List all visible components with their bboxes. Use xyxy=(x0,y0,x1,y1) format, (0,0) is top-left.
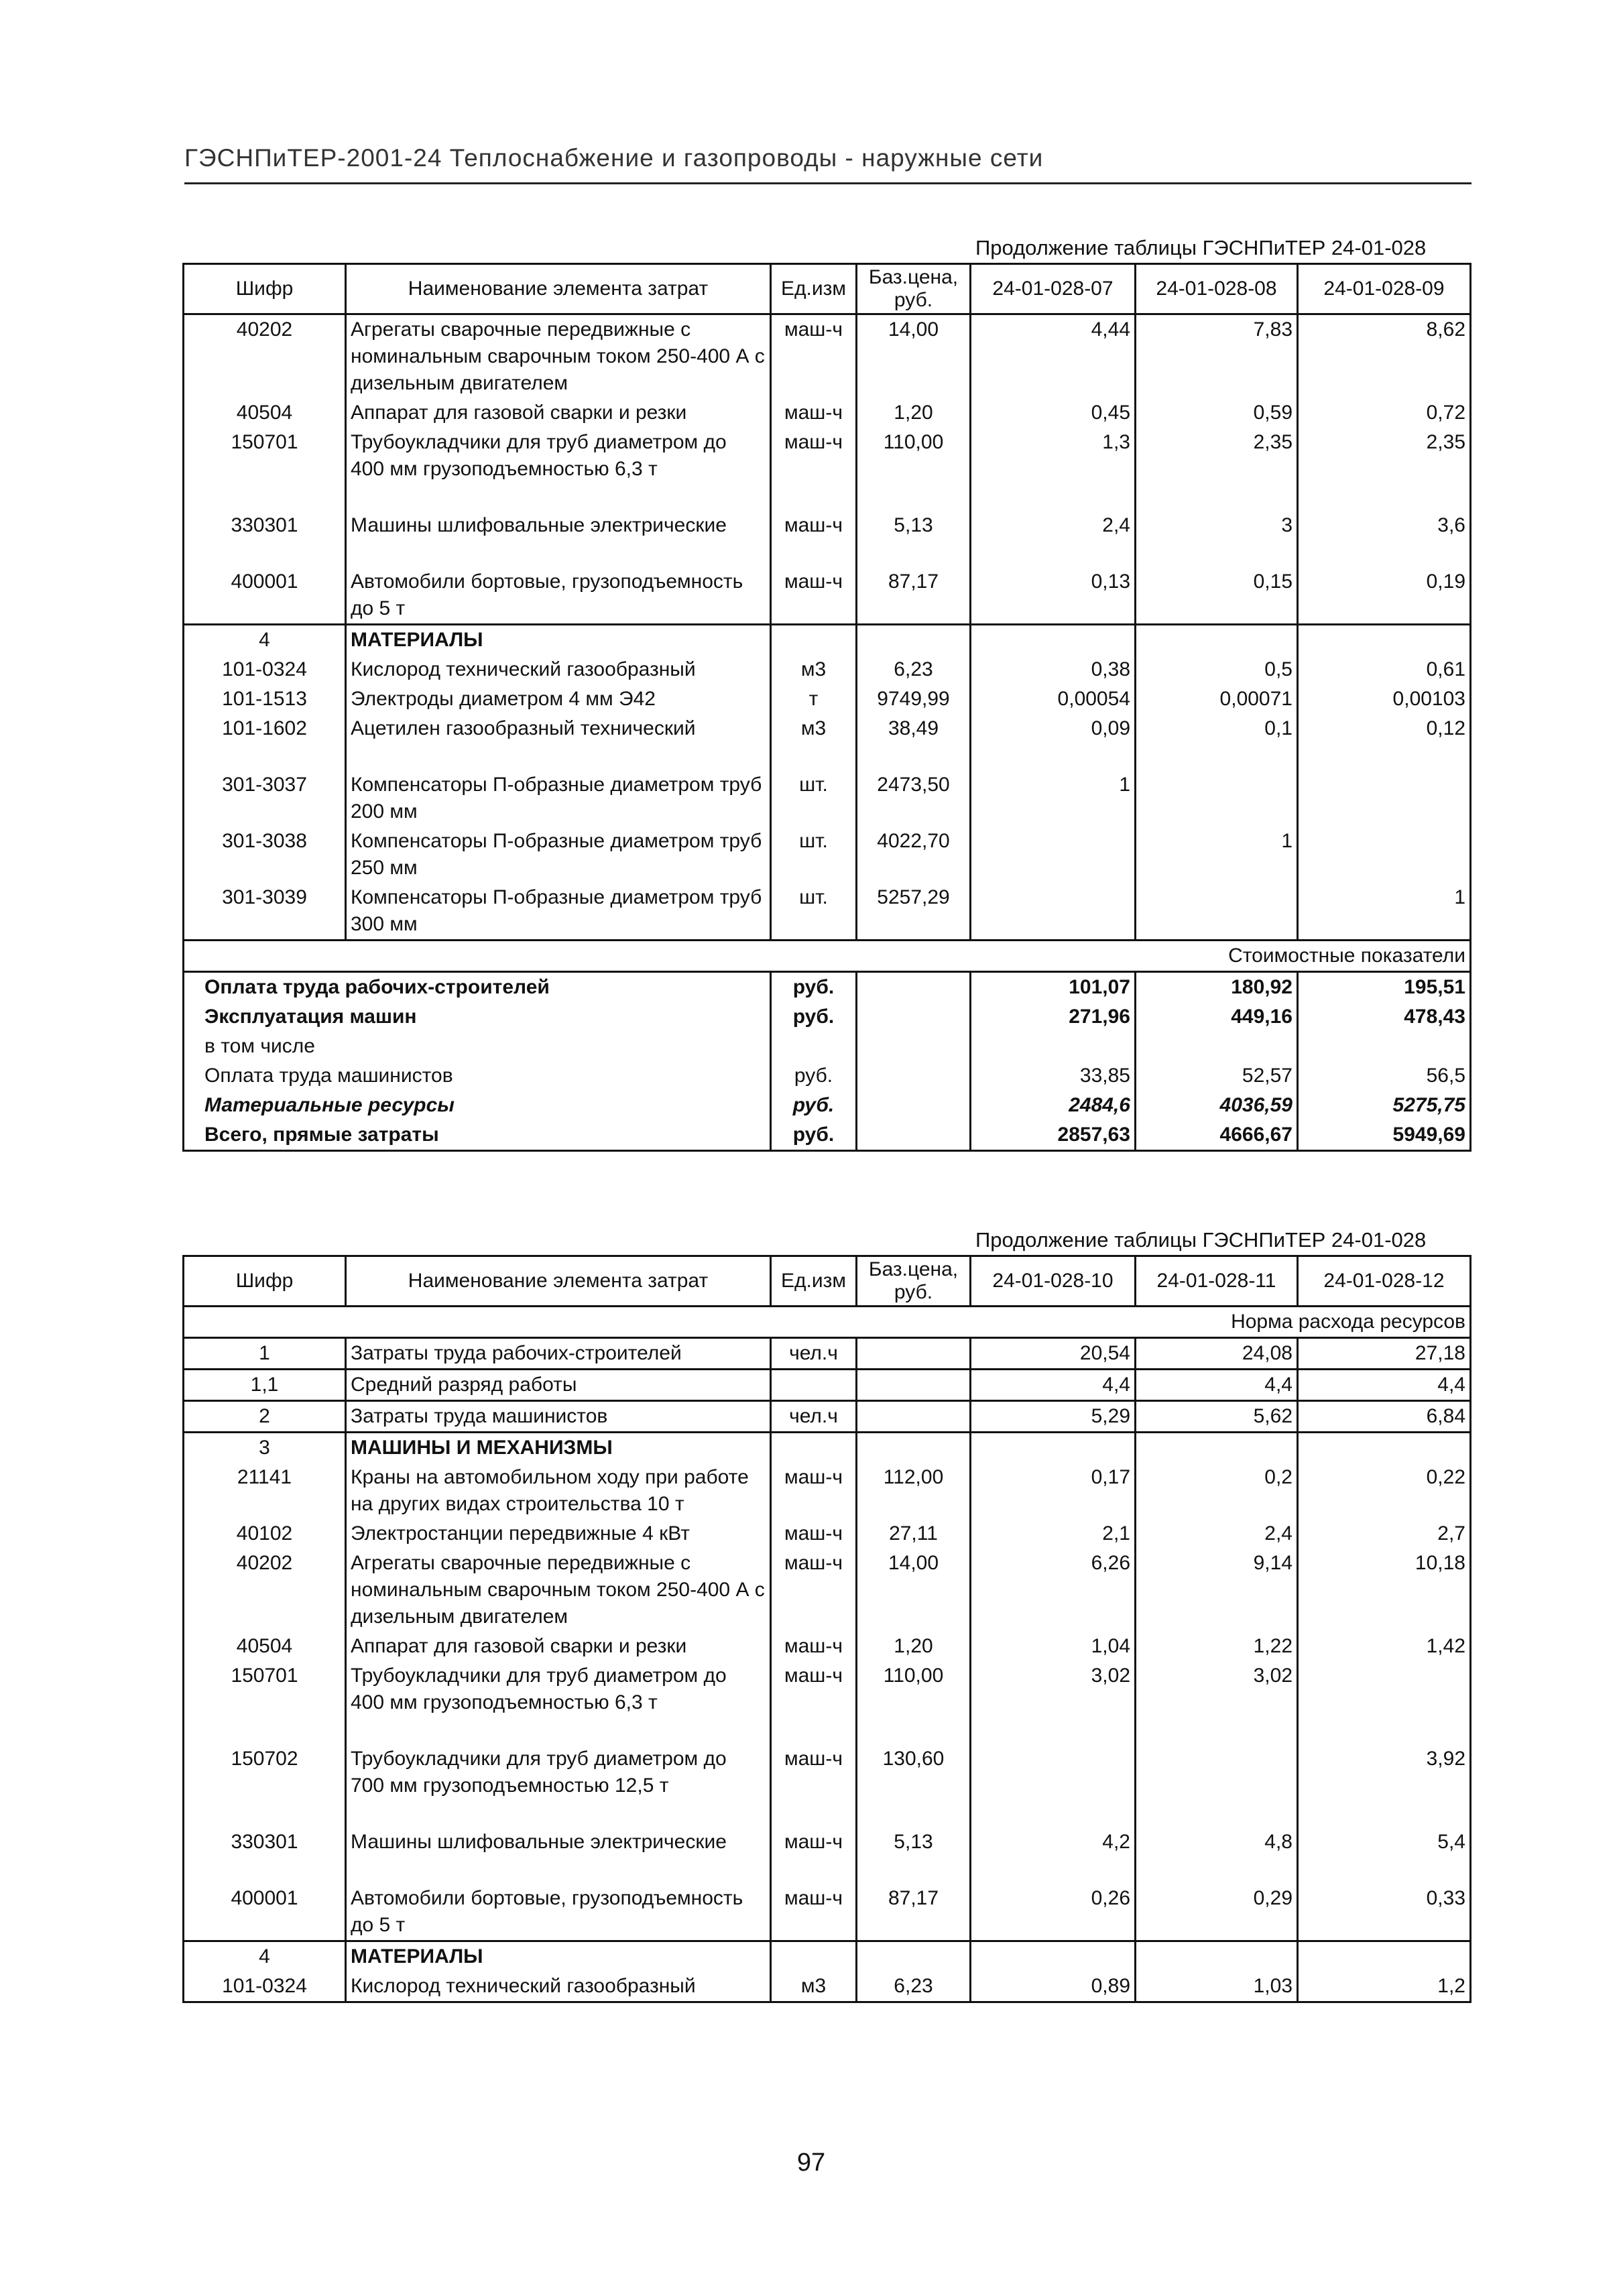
cell-value-b: 0,15 xyxy=(1136,567,1298,625)
cell-name: Аппарат для газовой сварки и резки xyxy=(346,1632,771,1661)
cell-code: 150702 xyxy=(231,1748,298,1770)
header-row xyxy=(184,1256,1471,1307)
cell-value-b xyxy=(1136,1433,1298,1463)
cell-price: 1,20 xyxy=(857,1632,971,1661)
header-col-b: 24-01-028-11 xyxy=(1136,1256,1298,1307)
cell-unit: шт. xyxy=(771,883,857,941)
cost-label: Всего, прямые затраты xyxy=(184,1120,771,1151)
cell-name: Трубоукладчики для труб диаметром до 400 мм грузоподъемностью 6,3 т xyxy=(346,428,771,511)
cell-value-b xyxy=(1136,1744,1298,1827)
cell-price xyxy=(857,1338,971,1370)
cell-price: 5257,29 xyxy=(857,883,971,941)
cell-unit: маш-ч xyxy=(771,314,857,399)
cell-value-b: 0,2 xyxy=(1136,1463,1298,1519)
cell-unit xyxy=(771,1941,857,1972)
cell-value-b: 1,22 xyxy=(1136,1632,1298,1661)
cell-name: Затраты труда рабочих-строителей xyxy=(346,1338,771,1370)
cell-value-c: 0,61 xyxy=(1426,658,1465,680)
cell-value-a: 1 xyxy=(971,770,1136,827)
header-price: Баз.цена, руб. xyxy=(857,264,971,314)
cell-unit: маш-ч xyxy=(771,1632,857,1661)
cell-value-b: 4,4 xyxy=(1136,1370,1298,1401)
cell-value-a: 0,13 xyxy=(971,567,1136,625)
cell-name: Ацетилен газообразный технический xyxy=(346,714,771,770)
cell-name: Затраты труда машинистов xyxy=(346,1401,771,1433)
cell-value-a: 3,02 xyxy=(971,1661,1136,1744)
cell-value-a xyxy=(971,1744,1136,1827)
cost-value-a: 271,96 xyxy=(971,1002,1136,1032)
cell-unit: шт. xyxy=(771,770,857,827)
cost-price xyxy=(857,1091,971,1120)
table-row xyxy=(184,1884,1471,1941)
cell-unit: маш-ч xyxy=(771,1519,857,1549)
cell-code: 40202 xyxy=(236,1552,293,1574)
header-code: Шифр xyxy=(184,264,346,314)
table-row xyxy=(184,1433,1471,1463)
header-code: Шифр xyxy=(184,1256,346,1307)
cell-value-c xyxy=(1298,1433,1471,1463)
cell-price: 130,60 xyxy=(857,1744,971,1827)
header-name: Наименование элемента затрат xyxy=(346,264,771,314)
table-row xyxy=(184,1827,1471,1884)
cell-price xyxy=(857,1370,971,1401)
table-row xyxy=(184,1941,1471,1972)
cell-price: 4022,70 xyxy=(857,827,971,883)
cost-unit: руб. xyxy=(771,1120,857,1151)
cell-unit: шт. xyxy=(771,827,857,883)
norm-title-row xyxy=(184,1307,1471,1338)
header-unit: Ед.изм xyxy=(771,1256,857,1307)
cell-value-a: 0,89 xyxy=(971,1972,1136,2002)
table-row xyxy=(184,684,1471,714)
cell-value-a: 0,26 xyxy=(971,1884,1136,1941)
cell-name: Компенсаторы П-образные диаметром труб 250 мм xyxy=(346,827,771,883)
cell-unit xyxy=(771,625,857,656)
cost-label: в том числе xyxy=(184,1032,771,1061)
cost-value-a: 2484,6 xyxy=(971,1091,1136,1120)
cell-unit: маш-ч xyxy=(771,511,857,567)
cell-value-b xyxy=(1136,883,1298,941)
table-row xyxy=(184,1632,1471,1661)
cell-name: Трубоукладчики для труб диаметром до 400 мм грузоподъемностью 6,3 т xyxy=(346,1661,771,1744)
cell-price: 112,00 xyxy=(857,1463,971,1519)
cell-price xyxy=(857,1401,971,1433)
cost-value-c xyxy=(1298,1032,1471,1061)
cell-name: МАШИНЫ И МЕХАНИЗМЫ xyxy=(346,1433,771,1463)
cell-value-a: 20,54 xyxy=(971,1338,1136,1370)
cell-name: Трубоукладчики для труб диаметром до 700 мм грузоподъемностью 12,5 т xyxy=(346,1744,771,1827)
cell-value-a xyxy=(971,827,1136,883)
table-row xyxy=(184,511,1471,567)
cell-unit: маш-ч xyxy=(771,1827,857,1884)
cost-value-b: 449,16 xyxy=(1136,1002,1298,1032)
table-row xyxy=(184,1519,1471,1549)
cell-value-a: 6,26 xyxy=(971,1549,1136,1632)
cost-row xyxy=(184,1091,1471,1120)
page-header: ГЭСНПиТЕР-2001-24 Теплоснабжение и газопроводы - наружные сети xyxy=(184,144,1044,172)
table-row xyxy=(184,1338,1471,1370)
cost-row xyxy=(184,972,1471,1003)
cell-name: Средний разряд работы xyxy=(346,1370,771,1401)
header-col-a: 24-01-028-10 xyxy=(971,1256,1136,1307)
header-unit: Ед.изм xyxy=(771,264,857,314)
cell-code: 400001 xyxy=(231,570,298,593)
cost-value-a: 33,85 xyxy=(971,1061,1136,1091)
cell-value-b: 5,62 xyxy=(1136,1401,1298,1433)
cell-name: Краны на автомобильном ходу при работе на других видах строительства 10 т xyxy=(346,1463,771,1519)
cell-code: 400001 xyxy=(231,1887,298,1909)
header-name: Наименование элемента затрат xyxy=(346,1256,771,1307)
table-row xyxy=(184,770,1471,827)
cell-value-c xyxy=(1298,1941,1471,1972)
cost-label: Эксплуатация машин xyxy=(184,1002,771,1032)
cell-value-b: 9,14 xyxy=(1136,1549,1298,1632)
cell-code: 4 xyxy=(184,1941,346,1972)
table-row xyxy=(184,625,1471,656)
cell-price: 5,13 xyxy=(857,511,971,567)
cell-value-b: 0,00071 xyxy=(1136,684,1298,714)
cost-unit: руб. xyxy=(771,972,857,1003)
cell-name: Машины шлифовальные электрические xyxy=(346,1827,771,1884)
cell-value-c: 1,42 xyxy=(1426,1635,1465,1657)
table-row xyxy=(184,398,1471,428)
cell-value-b: 1 xyxy=(1136,827,1298,883)
cell-code: 101-0324 xyxy=(222,1975,307,1997)
cell-value-b: 0,59 xyxy=(1136,398,1298,428)
cell-name: Электростанции передвижные 4 кВт xyxy=(346,1519,771,1549)
header-col-c: 24-01-028-09 xyxy=(1298,264,1471,314)
cell-value-a: 0,38 xyxy=(971,655,1136,684)
cell-value-b: 24,08 xyxy=(1136,1338,1298,1370)
cell-value-b: 3,02 xyxy=(1136,1661,1298,1744)
cell-unit xyxy=(771,1370,857,1401)
cell-unit: маш-ч xyxy=(771,1463,857,1519)
cost-price xyxy=(857,972,971,1003)
cell-code: 40504 xyxy=(236,1635,293,1657)
cell-price: 87,17 xyxy=(857,1884,971,1941)
cell-value-a: 4,2 xyxy=(971,1827,1136,1884)
cell-price: 87,17 xyxy=(857,567,971,625)
cell-value-b: 0,29 xyxy=(1136,1884,1298,1941)
table1-caption: Продолжение таблицы ГЭСНПиТЕР 24-01-028 xyxy=(975,236,1427,259)
cell-value-a: 2,1 xyxy=(971,1519,1136,1549)
cost-row xyxy=(184,1120,1471,1151)
cell-code: 40504 xyxy=(236,402,293,424)
cell-unit: м3 xyxy=(771,714,857,770)
table-row xyxy=(184,1549,1471,1632)
cost-value-b: 180,92 xyxy=(1136,972,1298,1003)
cost-unit xyxy=(771,1032,857,1061)
cost-row xyxy=(184,1061,1471,1091)
cell-value-b: 3 xyxy=(1136,511,1298,567)
cell-value-c: 3,92 xyxy=(1426,1748,1465,1770)
table-row xyxy=(184,827,1471,883)
cost-price xyxy=(857,1032,971,1061)
cell-name: Компенсаторы П-образные диаметром труб 300 мм xyxy=(346,883,771,941)
cell-name: Агрегаты сварочные передвижные с номинальным сварочным током 250-400 А с дизельным двигателем xyxy=(346,314,771,399)
cost-title-row xyxy=(184,941,1471,972)
cell-value-c: 0,12 xyxy=(1426,717,1465,739)
table-row xyxy=(184,883,1471,941)
table2 xyxy=(182,1255,1471,2003)
cell-unit: т xyxy=(771,684,857,714)
header-col-b: 24-01-028-08 xyxy=(1136,264,1298,314)
cell-name: Агрегаты сварочные передвижные с номинальным сварочным током 250-400 А с дизельным двигателем xyxy=(346,1549,771,1632)
cell-code: 4 xyxy=(184,625,346,656)
cost-value-b xyxy=(1136,1032,1298,1061)
cost-row xyxy=(184,1002,1471,1032)
cell-name: Кислород технический газообразный xyxy=(346,1972,771,2002)
cell-value-c xyxy=(1298,1661,1471,1744)
cell-value-c: 1,2 xyxy=(1437,1975,1465,1997)
table-row xyxy=(184,1370,1471,1401)
cost-label: Материальные ресурсы xyxy=(184,1091,771,1120)
cell-code: 301-3037 xyxy=(222,774,307,796)
cell-name: Автомобили бортовые, грузоподъемность до 5 т xyxy=(346,567,771,625)
cell-code: 301-3039 xyxy=(222,886,307,908)
cell-name: МАТЕРИАЛЫ xyxy=(346,1941,771,1972)
cell-value-a: 1,04 xyxy=(971,1632,1136,1661)
cell-unit: м3 xyxy=(771,1972,857,2002)
cell-value-c: 0,72 xyxy=(1426,402,1465,424)
cell-name: Автомобили бортовые, грузоподъемность до 5 т xyxy=(346,1884,771,1941)
cell-value-c xyxy=(1298,770,1471,827)
cell-code: 330301 xyxy=(231,514,298,536)
cost-value-c: 478,43 xyxy=(1404,1006,1465,1028)
cell-unit xyxy=(771,1433,857,1463)
cost-label: Оплата труда машинистов xyxy=(184,1061,771,1091)
cell-price: 14,00 xyxy=(857,314,971,399)
cell-price: 5,13 xyxy=(857,1827,971,1884)
cell-unit: чел.ч xyxy=(771,1338,857,1370)
table-row xyxy=(184,1401,1471,1433)
cell-value-a: 4,44 xyxy=(971,314,1136,399)
cell-name: Компенсаторы П-образные диаметром труб 200 мм xyxy=(346,770,771,827)
cost-price xyxy=(857,1061,971,1091)
cell-value-b: 4,8 xyxy=(1136,1827,1298,1884)
table-row xyxy=(184,1661,1471,1744)
cell-value-c: 0,22 xyxy=(1426,1466,1465,1488)
table-row xyxy=(184,428,1471,511)
cell-price xyxy=(857,1433,971,1463)
cost-row xyxy=(184,1032,1471,1061)
cell-value-b: 1,03 xyxy=(1136,1972,1298,2002)
cell-value-b: 0,5 xyxy=(1136,655,1298,684)
cell-value-c: 0,00103 xyxy=(1392,688,1465,710)
cost-price xyxy=(857,1002,971,1032)
cell-value-a: 2,4 xyxy=(971,511,1136,567)
header-col-a: 24-01-028-07 xyxy=(971,264,1136,314)
cost-title: Стоимостные показатели xyxy=(184,941,1471,972)
cell-unit: маш-ч xyxy=(771,428,857,511)
cell-name: Аппарат для газовой сварки и резки xyxy=(346,398,771,428)
table-row xyxy=(184,1972,1471,2002)
cell-code: 1,1 xyxy=(184,1370,346,1401)
cell-value-c: 4,4 xyxy=(1298,1370,1471,1401)
cell-value-a xyxy=(971,625,1136,656)
cell-name: Машины шлифовальные электрические xyxy=(346,511,771,567)
cell-code: 101-1513 xyxy=(222,688,307,710)
cell-value-a: 1,3 xyxy=(971,428,1136,511)
cell-value-c: 27,18 xyxy=(1415,1342,1465,1364)
cell-price: 27,11 xyxy=(857,1519,971,1549)
cell-code: 101-0324 xyxy=(222,658,307,680)
cell-value-c: 0,19 xyxy=(1426,570,1465,593)
header-col-c: 24-01-028-12 xyxy=(1298,1256,1471,1307)
table-row xyxy=(184,655,1471,684)
cell-value-c: 2,7 xyxy=(1437,1522,1465,1545)
cost-value-b: 4036,59 xyxy=(1136,1091,1298,1120)
cell-value-c: 2,35 xyxy=(1426,431,1465,453)
cell-price: 1,20 xyxy=(857,398,971,428)
cell-unit: маш-ч xyxy=(771,1549,857,1632)
cell-name: Электроды диаметром 4 мм Э42 xyxy=(346,684,771,714)
header-price: Баз.цена, руб. xyxy=(857,1256,971,1307)
cell-unit: чел.ч xyxy=(771,1401,857,1433)
cost-unit: руб. xyxy=(771,1061,857,1091)
cost-value-a xyxy=(971,1032,1136,1061)
cost-unit: руб. xyxy=(771,1091,857,1120)
table1 xyxy=(182,263,1471,1152)
cost-value-b: 52,57 xyxy=(1136,1061,1298,1091)
cell-value-a xyxy=(971,1433,1136,1463)
cell-value-c: 0,33 xyxy=(1426,1887,1465,1909)
cell-code: 330301 xyxy=(231,1831,298,1853)
page-number: 97 xyxy=(796,2149,826,2177)
cell-value-c: 6,84 xyxy=(1298,1401,1471,1433)
cell-value-a xyxy=(971,1941,1136,1972)
cost-value-c: 195,51 xyxy=(1404,976,1465,998)
cell-value-b: 2,4 xyxy=(1136,1519,1298,1549)
cell-code: 40202 xyxy=(236,318,293,341)
cost-value-b: 4666,67 xyxy=(1136,1120,1298,1151)
cost-value-a: 2857,63 xyxy=(971,1120,1136,1151)
cell-unit: маш-ч xyxy=(771,398,857,428)
cost-unit: руб. xyxy=(771,1002,857,1032)
table-row xyxy=(184,567,1471,625)
cell-name: Кислород технический газообразный xyxy=(346,655,771,684)
cell-unit: маш-ч xyxy=(771,1744,857,1827)
cost-value-c: 5949,69 xyxy=(1392,1124,1465,1146)
cell-price: 110,00 xyxy=(857,428,971,511)
cell-price: 38,49 xyxy=(857,714,971,770)
cell-value-c: 3,6 xyxy=(1437,514,1465,536)
cell-code: 101-1602 xyxy=(222,717,307,739)
cell-value-a: 0,45 xyxy=(971,398,1136,428)
cell-price xyxy=(857,625,971,656)
cell-code: 150701 xyxy=(231,431,298,453)
cell-price xyxy=(857,1941,971,1972)
cell-price: 9749,99 xyxy=(857,684,971,714)
cell-code: 3 xyxy=(184,1433,346,1463)
table-row xyxy=(184,1463,1471,1519)
cell-value-c: 5,4 xyxy=(1437,1831,1465,1853)
cell-value-c: 1 xyxy=(1454,886,1465,908)
cell-unit: м3 xyxy=(771,655,857,684)
table2-caption: Продолжение таблицы ГЭСНПиТЕР 24-01-028 xyxy=(975,1228,1427,1252)
cell-value-a: 4,4 xyxy=(971,1370,1136,1401)
cost-label: Оплата труда рабочих-строителей xyxy=(184,972,771,1003)
cell-code: 1 xyxy=(259,1342,270,1364)
cell-code: 150701 xyxy=(231,1665,298,1687)
cell-value-c: 8,62 xyxy=(1426,318,1465,341)
cell-code: 40102 xyxy=(236,1522,293,1545)
cell-value-c: 10,18 xyxy=(1415,1552,1465,1574)
cost-value-c: 56,5 xyxy=(1426,1065,1465,1087)
cell-value-b xyxy=(1136,625,1298,656)
cell-price: 6,23 xyxy=(857,655,971,684)
cell-price: 6,23 xyxy=(857,1972,971,2002)
cell-value-a: 0,17 xyxy=(971,1463,1136,1519)
table-row xyxy=(184,714,1471,770)
table-row xyxy=(184,314,1471,399)
cell-unit: маш-ч xyxy=(771,1661,857,1744)
header-row xyxy=(184,264,1471,314)
cell-value-b: 2,35 xyxy=(1136,428,1298,511)
cost-price xyxy=(857,1120,971,1151)
cell-value-a xyxy=(971,883,1136,941)
cell-code: 2 xyxy=(184,1401,346,1433)
cost-value-a: 101,07 xyxy=(971,972,1136,1003)
cell-value-c xyxy=(1298,827,1471,883)
cell-price: 14,00 xyxy=(857,1549,971,1632)
cell-value-b: 0,1 xyxy=(1136,714,1298,770)
cell-value-b: 7,83 xyxy=(1136,314,1298,399)
cell-value-a: 5,29 xyxy=(971,1401,1136,1433)
table-row xyxy=(184,1744,1471,1827)
cell-price: 2473,50 xyxy=(857,770,971,827)
cell-price: 110,00 xyxy=(857,1661,971,1744)
cell-value-a: 0,00054 xyxy=(971,684,1136,714)
cell-unit: маш-ч xyxy=(771,1884,857,1941)
cell-code: 301-3038 xyxy=(222,830,307,852)
cell-value-a: 0,09 xyxy=(971,714,1136,770)
norm-title: Норма расхода ресурсов xyxy=(184,1307,1471,1338)
cell-name: МАТЕРИАЛЫ xyxy=(346,625,771,656)
cell-value-b xyxy=(1136,1941,1298,1972)
cell-code: 21141 xyxy=(237,1466,292,1488)
cell-unit: маш-ч xyxy=(771,567,857,625)
cell-value-b xyxy=(1136,770,1298,827)
cost-value-c: 5275,75 xyxy=(1392,1094,1465,1116)
cell-value-c xyxy=(1298,625,1471,656)
header-rule xyxy=(184,182,1471,184)
